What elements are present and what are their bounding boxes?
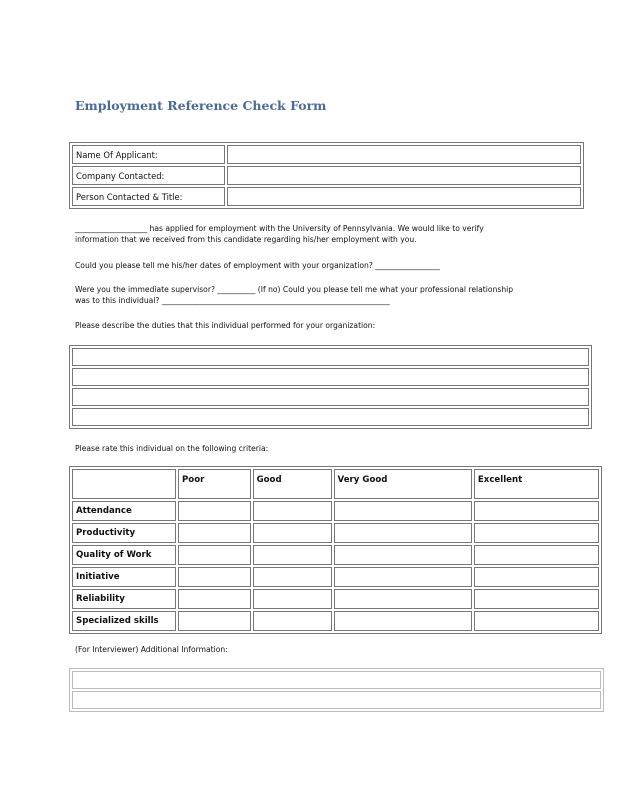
rating-cell[interactable]: [474, 589, 599, 609]
company-contacted-label: Company Contacted:: [72, 166, 225, 185]
table-row: [72, 671, 601, 689]
intro-paragraph: [75, 223, 575, 245]
rating-cell[interactable]: [334, 611, 472, 631]
rating-cell[interactable]: [334, 545, 472, 565]
criteria-header-cell: [72, 469, 176, 499]
table-row: [72, 501, 599, 521]
form-title: Employment Reference Check Form: [75, 98, 327, 113]
additional-info-prompt: (For Interviewer) Additional Information:: [75, 645, 228, 654]
table-row: [72, 545, 599, 565]
duties-field[interactable]: [72, 368, 589, 386]
rating-cell[interactable]: [178, 545, 251, 565]
company-contacted-field[interactable]: [227, 166, 581, 185]
criteria-quality-of-work: Quality of Work: [72, 545, 176, 565]
rating-cell[interactable]: [178, 501, 251, 521]
intro-line: ___________________ has applied for employment with the University of Pennsylvania. We would like to verify: [75, 224, 484, 233]
rating-cell[interactable]: [178, 589, 251, 609]
rating-cell[interactable]: [334, 589, 472, 609]
criteria-reliability: Reliability: [72, 589, 176, 609]
applicant-name-label: Name Of Applicant:: [72, 145, 225, 164]
intro-line: information that we received from this candidate regarding his/her employment with you.: [75, 235, 417, 244]
additional-info-table: [69, 668, 604, 712]
rating-cell[interactable]: [253, 589, 332, 609]
supervisor-line: was to this individual? ____________________________________________________________: [75, 296, 390, 305]
table-row: [72, 388, 589, 406]
supervisor-line: Were you the immediate supervisor? __________ (If no) Could you please tell me what your professional relationship: [75, 285, 514, 294]
duties-prompt: Please describe the duties that this individual performed for your organization:: [75, 321, 376, 330]
rating-column-good: Good: [253, 469, 332, 499]
table-row: [72, 187, 581, 206]
applicant-name-field[interactable]: [227, 145, 581, 164]
table-row: [72, 408, 589, 426]
duties-field[interactable]: [72, 348, 589, 366]
table-row: [72, 348, 589, 366]
rating-cell[interactable]: [474, 611, 599, 631]
table-row: [72, 589, 599, 609]
rating-cell[interactable]: [178, 567, 251, 587]
rating-cell[interactable]: [253, 611, 332, 631]
rating-cell[interactable]: [178, 523, 251, 543]
table-row: [72, 145, 581, 164]
rating-cell[interactable]: [334, 523, 472, 543]
rating-cell[interactable]: [253, 545, 332, 565]
applicant-contact-table: [69, 142, 584, 209]
rating-prompt: Please rate this individual on the following criteria:: [75, 444, 269, 453]
rating-cell[interactable]: [253, 523, 332, 543]
criteria-productivity: Productivity: [72, 523, 176, 543]
rating-cell[interactable]: [178, 611, 251, 631]
rating-column-very-good: Very Good: [334, 469, 472, 499]
duties-field[interactable]: [72, 408, 589, 426]
rating-cell[interactable]: [334, 501, 472, 521]
rating-cell[interactable]: [474, 523, 599, 543]
table-row: [72, 523, 599, 543]
rating-cell[interactable]: [334, 567, 472, 587]
table-row: [72, 368, 589, 386]
table-row: [72, 611, 599, 631]
table-row: [72, 166, 581, 185]
criteria-attendance: Attendance: [72, 501, 176, 521]
rating-header-row: [72, 469, 599, 499]
rating-cell[interactable]: [474, 567, 599, 587]
table-row: [72, 567, 599, 587]
criteria-specialized-skills: Specialized skills: [72, 611, 176, 631]
table-row: [72, 691, 601, 709]
supervisor-question: [75, 284, 575, 306]
rating-table: [69, 466, 602, 634]
person-contacted-label: Person Contacted & Title:: [72, 187, 225, 206]
duties-table: [69, 345, 592, 429]
rating-cell[interactable]: [253, 567, 332, 587]
duties-field[interactable]: [72, 388, 589, 406]
additional-info-field[interactable]: [72, 671, 601, 689]
rating-cell[interactable]: [253, 501, 332, 521]
rating-column-excellent: Excellent: [474, 469, 599, 499]
rating-column-poor: Poor: [178, 469, 251, 499]
rating-cell[interactable]: [474, 545, 599, 565]
additional-info-field[interactable]: [72, 691, 601, 709]
rating-cell[interactable]: [474, 501, 599, 521]
criteria-initiative: Initiative: [72, 567, 176, 587]
person-contacted-field[interactable]: [227, 187, 581, 206]
employment-dates-question: Could you please tell me his/her dates of employment with your organization? _________________: [75, 261, 440, 270]
